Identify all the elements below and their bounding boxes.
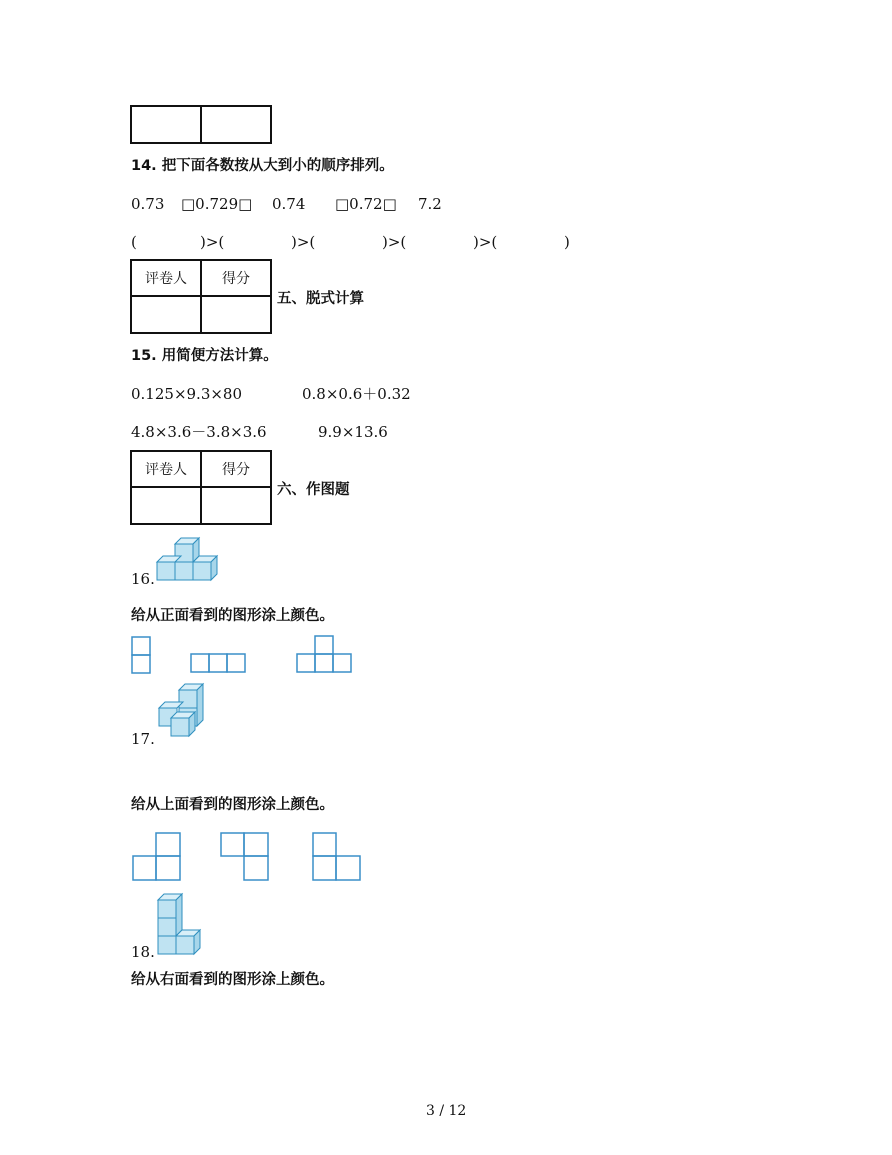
score-table-section5 [130,259,272,334]
q14-blank-sep-2: )>( [291,233,316,251]
q17-cube-figure [155,682,215,744]
q18-number: 18. [131,943,155,961]
q15-expr-2: 0.8×0.6＋0.32 [302,385,411,403]
q14-number-5: 7.2 [418,195,442,213]
q14-blank-close: ) [564,233,570,251]
q16-cube-figure [155,536,225,586]
q15-expr-3: 4.8×3.6－3.8×3.6 [131,423,267,441]
q15-title: 15. 用简便方法计算。 [131,348,278,364]
score-cell-grader [131,106,201,143]
score-cell-score [201,296,271,333]
score-cell-grader [131,296,201,333]
q14-number-3: 0.74 [272,195,306,213]
q14-title: 14. 把下面各数按从大到小的顺序排列。 [131,158,394,174]
score-cell-grader [131,487,201,524]
q14-number-4: □0.72□ [335,195,397,213]
score-cell-score [201,487,271,524]
score-cell-score [201,106,271,143]
q18-instruction: 给从右面看到的图形涂上颜色。 [131,972,334,988]
q16-option-a [131,636,153,676]
q18-cube-figure [155,890,207,958]
score-box-top [130,105,272,144]
q16-instruction: 给从正面看到的图形涂上颜色。 [131,608,334,624]
q16-number: 16. [131,570,155,588]
section5-title: 五、脱式计算 [277,291,364,307]
score-header-grader: 评卷人 [131,260,201,296]
q14-blank-sep-4: )>( [473,233,498,251]
score-header-score: 得分 [201,451,271,487]
q16-option-c [296,635,356,675]
section6-title: 六、作图题 [277,482,350,498]
score-table-section6 [130,450,272,525]
q15-expr-4: 9.9×13.6 [318,423,388,441]
q17-number: 17. [131,730,155,748]
q16-option-b [190,653,250,675]
q17-option-b [220,832,272,884]
q14-blank-sep-1: )>( [200,233,225,251]
q15-expr-1: 0.125×9.3×80 [131,385,243,403]
page-number: 3 / 12 [426,1103,467,1119]
q17-option-c [312,832,364,884]
score-header-grader: 评卷人 [131,451,201,487]
q17-instruction: 给从上面看到的图形涂上颜色。 [131,797,334,813]
q14-blank-sep-3: )>( [382,233,407,251]
q14-blank-open: ( [131,233,137,251]
q14-number-2: □0.729□ [181,195,253,213]
score-header-score: 得分 [201,260,271,296]
cube-group [157,538,217,580]
q17-option-a [132,832,184,884]
q14-number-1: 0.73 [131,195,165,213]
